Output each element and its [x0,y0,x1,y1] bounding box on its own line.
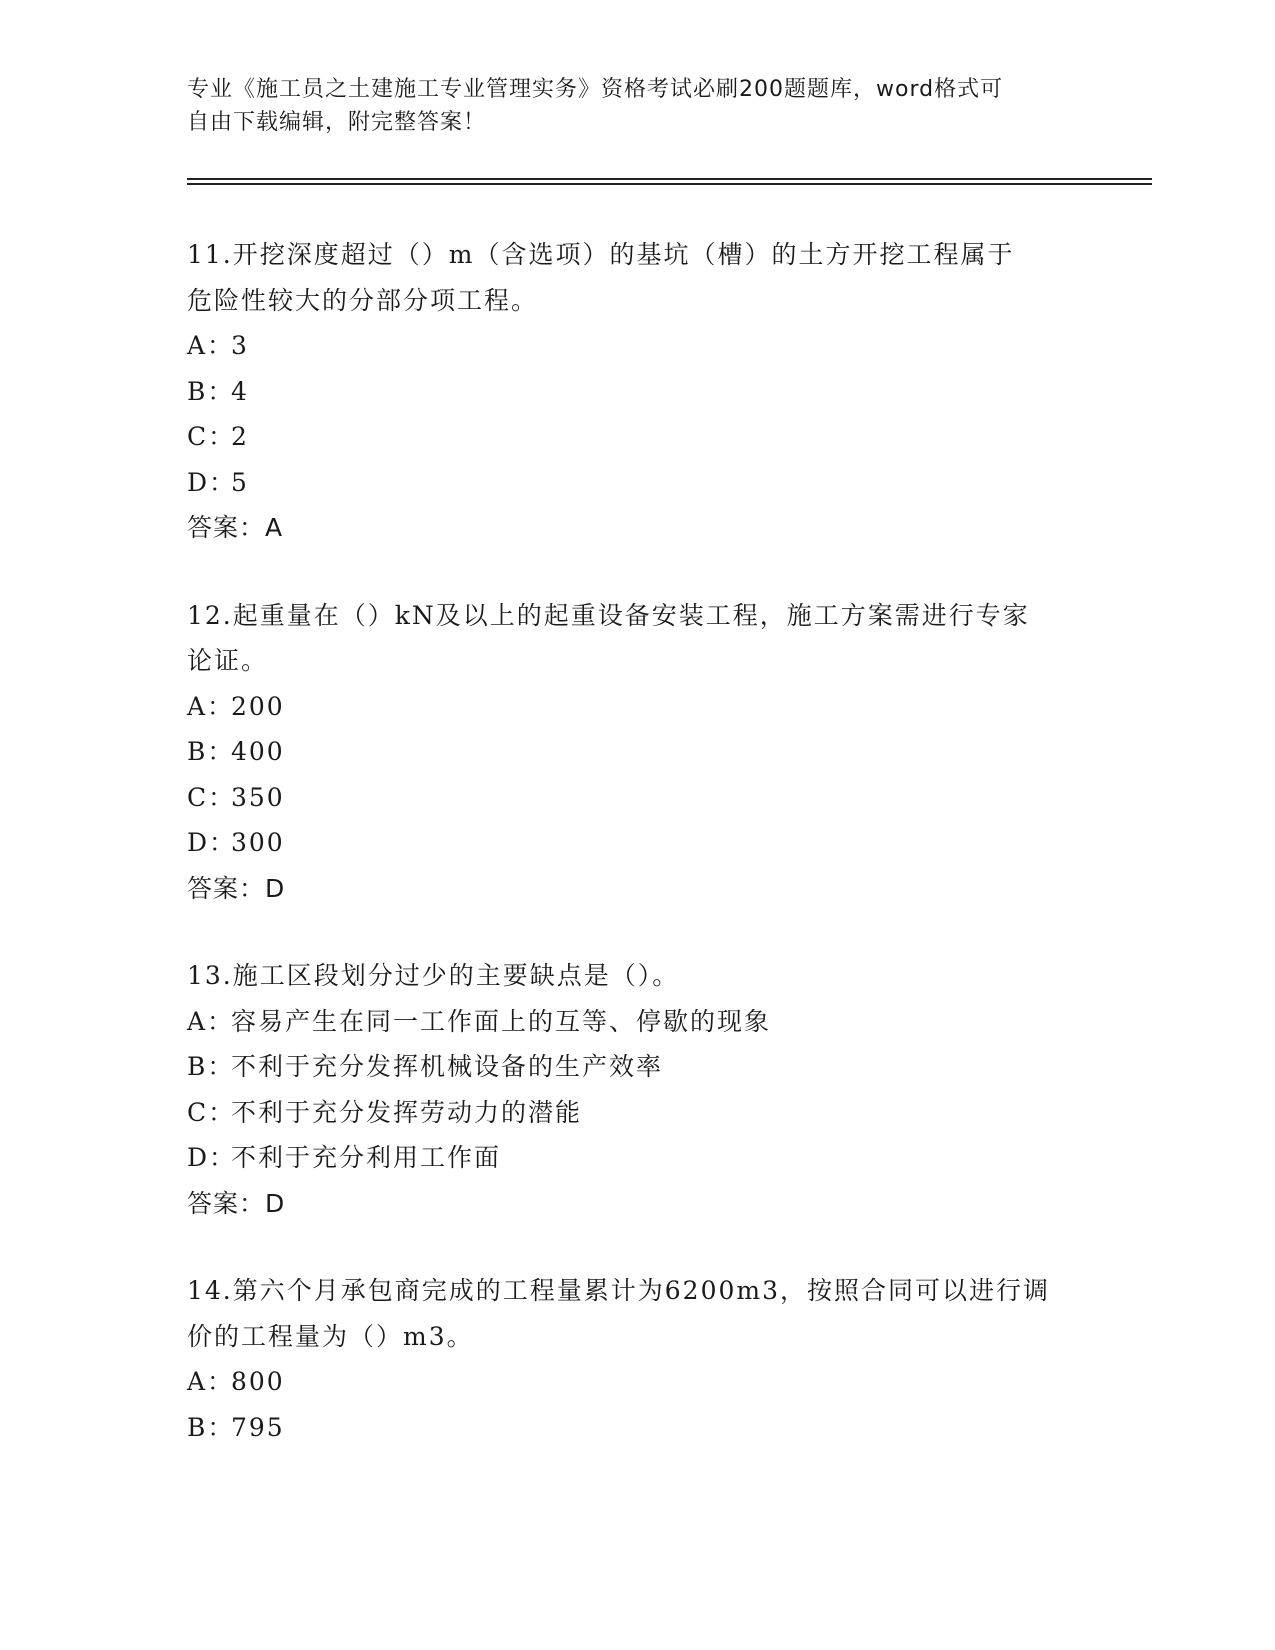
option-value: 3 [231,331,249,360]
question-text-line: 14.第六个月承包商完成的工程量累计为6200m3，按照合同可以进行调 [187,1276,1050,1305]
header-divider-top [187,178,1152,180]
question-text-line: 11.开挖深度超过（）m（含选项）的基坑（槽）的土方开挖工程属于 [187,240,1015,269]
option-d [187,1135,1087,1181]
option-b [187,729,1087,775]
option-b [187,1044,1087,1090]
option-value: 300 [231,828,285,857]
option-value: 800 [231,1367,285,1396]
question-text-line: 13.施工区段划分过少的主要缺点是（）。 [187,961,680,990]
option-b [187,369,1087,415]
header-line-1: 专业《施工员之土建施工专业管理实务》资格考试必刷200题题库，word格式可 [187,77,1004,102]
option-c [187,414,1087,460]
option-key: D： [187,467,237,497]
option-key: B： [187,737,235,766]
option-value: 容易产生在同一工作面上的互等、停歇的现象 [231,1006,772,1036]
answer-line: 答案：D [187,1188,286,1218]
option-a [187,1359,1087,1405]
document-header [187,73,1067,139]
option-key: B： [187,1052,235,1081]
option-a [187,684,1087,730]
question-text-line: 危险性较大的分部分项工程。 [187,285,539,315]
header-divider-bottom [187,183,1152,185]
option-b [187,1405,1087,1451]
option-key: C： [187,1097,236,1127]
question-item [187,1268,1087,1450]
option-key: B： [187,1412,235,1442]
question-item [187,593,1087,912]
option-a [187,999,1087,1045]
option-c [187,1090,1087,1136]
option-key: D： [187,1143,237,1172]
option-d [187,820,1087,866]
option-value: 4 [231,376,249,406]
option-value: 不利于充分发挥机械设备的生产效率 [231,1052,664,1081]
option-value: 795 [231,1412,285,1442]
question-list [187,232,1087,1492]
question-text-line: 12.起重量在（）kN及以上的起重设备安装工程，施工方案需进行专家 [187,600,1030,630]
answer-line: 答案：D [187,873,286,903]
question-text-line: 价的工程量为（）m3。 [187,1321,474,1351]
option-value: 5 [231,467,249,497]
option-key: B： [187,376,235,406]
option-d [187,460,1087,506]
option-value: 2 [231,422,249,451]
option-key: A： [187,1367,235,1396]
option-value: 不利于充分利用工作面 [231,1143,502,1172]
option-value: 350 [231,782,285,812]
answer-line: 答案：A [187,513,284,542]
option-key: A： [187,331,235,360]
option-value: 200 [231,691,285,721]
option-key: D： [187,828,237,857]
option-a [187,323,1087,369]
option-value: 400 [231,737,285,766]
option-key: C： [187,422,236,451]
option-key: A： [187,1006,235,1036]
option-key: A： [187,691,235,721]
question-text-line: 论证。 [187,646,269,675]
option-key: C： [187,782,236,812]
option-c [187,775,1087,821]
question-item [187,232,1087,551]
option-value: 不利于充分发挥劳动力的潜能 [231,1097,583,1127]
header-line-2: 自由下载编辑，附完整答案！ [187,110,487,135]
question-item [187,953,1087,1226]
